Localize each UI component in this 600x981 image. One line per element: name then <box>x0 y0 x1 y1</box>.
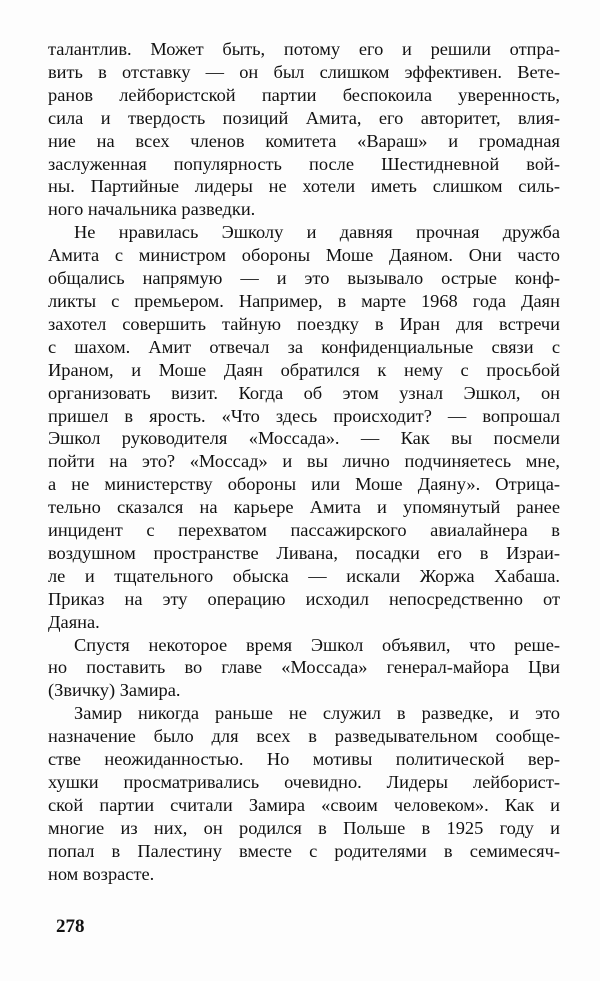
text-line: Замир никогда раньше не служил в разведке, и это <box>74 703 560 724</box>
page-number: 278 <box>56 916 85 937</box>
text-line: Амита с министром обороны Моше Даяном. Они часто <box>48 245 560 266</box>
text-line: пришел в ярость. «Что здесь происходит? — вопрошал <box>48 405 560 426</box>
paragraph-1 <box>48 38 560 221</box>
text-line: ранов лейбористской партии беспокоила уверенность, <box>48 84 560 105</box>
body-text <box>48 38 560 886</box>
text-line: назначение было для всех в разведывательном сообще- <box>48 726 560 747</box>
text-line: Приказ на эту операцию исходил непосредственно от <box>48 588 560 609</box>
text-line: ле и тщательного обыска — искали Жоржа Хабаша. <box>48 565 560 586</box>
text-line: (Звичку) Замира. <box>48 680 181 701</box>
text-line: Не нравилась Эшколу и давняя прочная дружба <box>74 222 560 243</box>
text-line: тельно сказался на карьере Амита и упомянутый ранее <box>48 497 560 518</box>
text-line: организовать визит. Когда об этом узнал Эшкол, он <box>48 382 560 403</box>
text-line: инцидент с перехватом пассажирского авиалайнера в <box>48 520 560 541</box>
paragraph-2 <box>48 221 560 633</box>
text-line: захотел совершить тайную поездку в Иран для встречи <box>48 313 560 334</box>
text-line: ном возрасте. <box>48 863 155 884</box>
text-line: ликты с премьером. Например, в марте 1968 года Даян <box>48 290 560 311</box>
text-line: ны. Партийные лидеры не хотели иметь слишком силь- <box>48 176 560 197</box>
text-line: хушки просматривались очевидно. Лидеры лейборист- <box>48 772 560 792</box>
text-line: попал в Палестину вместе с родителями в семимесяч- <box>48 840 560 861</box>
text-line: ской партии считали Замира «своим человеком». Как и <box>48 794 560 815</box>
text-line: Ираном, и Моше Даян обратился к нему с просьбой <box>48 359 560 380</box>
paragraph-3 <box>48 634 560 703</box>
text-line: стве неожиданностью. Но мотивы политической вер- <box>48 749 560 770</box>
paragraph-4 <box>48 702 560 885</box>
text-line: ние на всех членов комитета «Вараш» и громадная <box>48 130 560 151</box>
text-line: общались напрямую — и это вызывало острые конф- <box>48 268 560 289</box>
text-line: заслуженная популярность после Шестидневной вой- <box>48 153 560 174</box>
text-line: многие из них, он родился в Польше в 1925 году и <box>48 817 560 838</box>
text-line: с шахом. Амит отвечал за конфиденциальные связи с <box>48 336 560 357</box>
text-line: сила и твердость позиций Амита, его авторитет, влия- <box>48 107 560 128</box>
text-line: вить в отставку — он был слишком эффективен. Вете- <box>48 61 560 82</box>
text-line: Даяна. <box>48 611 100 632</box>
text-line: но поставить во главе «Моссада» генерал-майора Цви <box>48 657 560 678</box>
text-line: ного начальника разведки. <box>48 199 256 220</box>
text-line: Эшкол руководителя «Моссада». — Как вы посмели <box>48 428 560 449</box>
text-line: воздушном пространстве Ливана, посадки его в Израи- <box>48 542 560 563</box>
text-line: пойти на это? «Моссад» и вы лично подчиняетесь мне, <box>48 451 560 472</box>
text-line: талантлив. Может быть, потому его и решили отпра- <box>48 39 560 59</box>
text-line: Спустя некоторое время Эшкол объявил, что реше- <box>74 634 560 655</box>
text-line: а не министерству обороны или Моше Даяну». Отрица- <box>48 474 560 495</box>
